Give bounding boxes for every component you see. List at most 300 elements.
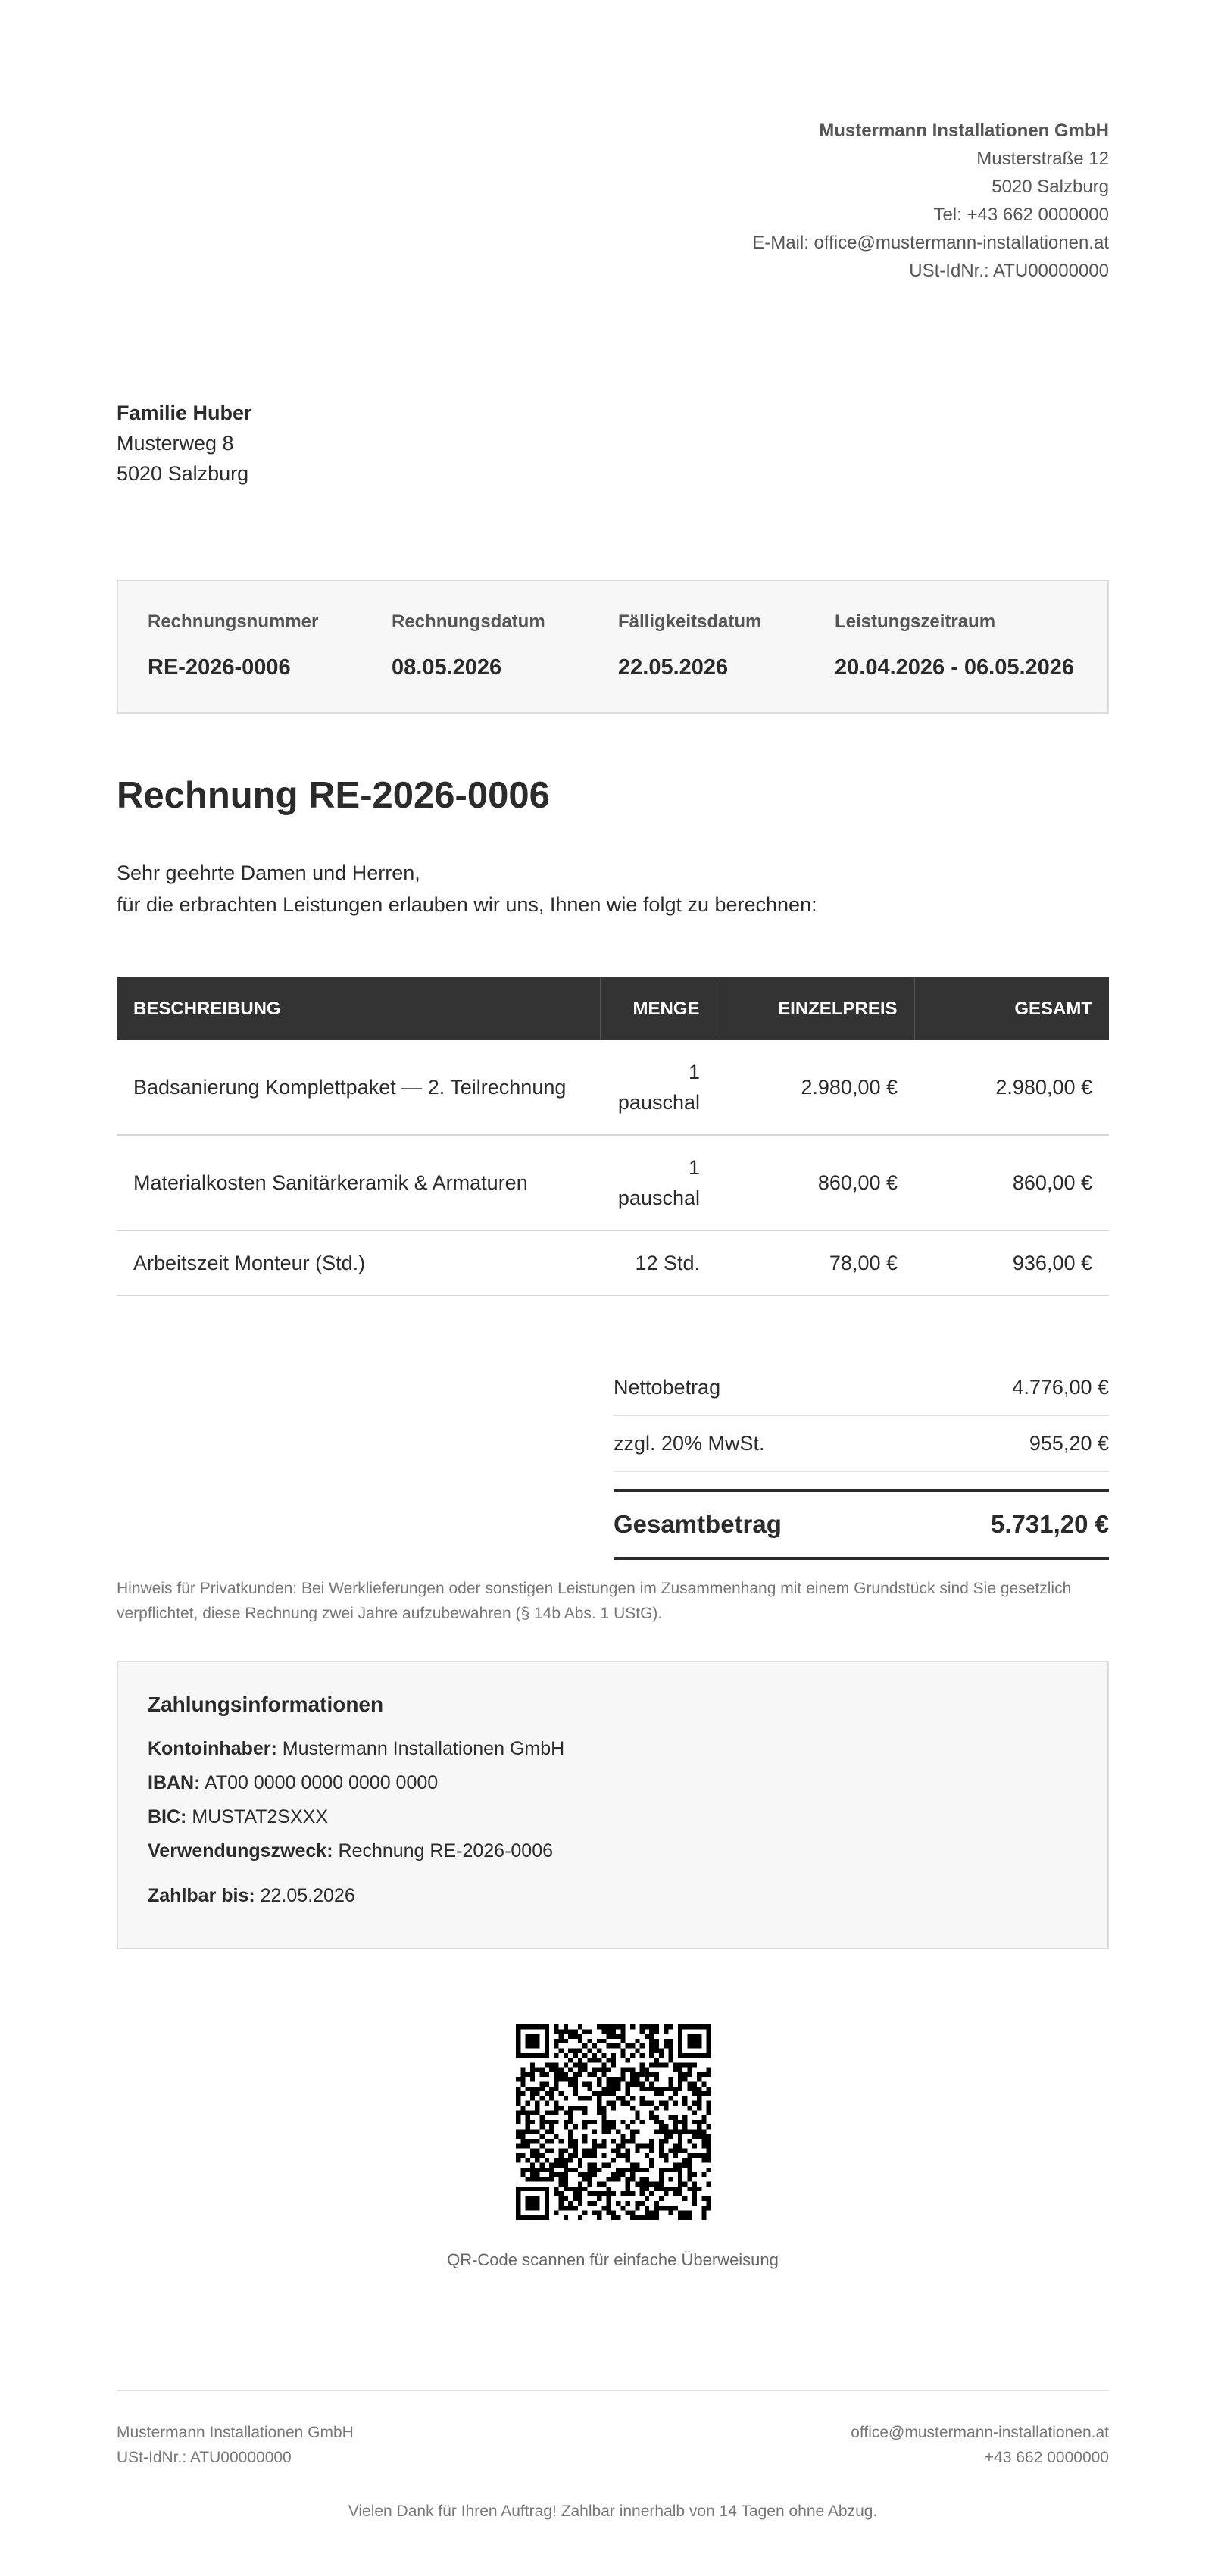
qr-module — [620, 2143, 625, 2148]
qr-module — [692, 2110, 697, 2115]
qr-module — [701, 2143, 706, 2148]
qr-module — [701, 2082, 706, 2087]
meta-due-date — [618, 611, 761, 680]
sender-vat: USt-IdNr.: ATU00000000 — [909, 261, 1109, 281]
qr-module — [597, 2068, 601, 2072]
qr-module — [545, 2053, 549, 2058]
qr-module — [611, 2029, 616, 2034]
qr-module — [630, 2168, 635, 2172]
vat-label: zzgl. 20% MwSt. — [614, 1432, 765, 1455]
qr-module — [587, 2201, 592, 2206]
qr-module — [664, 2024, 668, 2029]
qr-module — [592, 2149, 597, 2153]
qr-module — [587, 2048, 592, 2052]
qr-module — [559, 2182, 564, 2187]
qr-module — [592, 2201, 597, 2206]
qr-module — [559, 2048, 564, 2052]
qr-module — [597, 2210, 601, 2215]
vat-value: 955,20 € — [1029, 1432, 1109, 1455]
qr-module — [688, 2139, 692, 2143]
qr-module — [668, 2096, 673, 2100]
qr-module — [616, 2149, 620, 2153]
qr-module — [692, 2091, 697, 2096]
qr-module — [520, 2053, 525, 2058]
qr-module — [664, 2129, 668, 2134]
qr-module — [635, 2115, 639, 2120]
qr-module — [692, 2101, 697, 2106]
item-quantity — [600, 1040, 717, 1135]
qr-module — [611, 2210, 616, 2215]
qr-module — [568, 2129, 573, 2134]
qr-module — [573, 2029, 578, 2034]
qr-module — [554, 2106, 558, 2110]
qr-module — [640, 2191, 645, 2196]
qr-module — [620, 2172, 625, 2177]
qr-module — [688, 2187, 692, 2191]
qr-module — [654, 2210, 658, 2215]
qr-module — [549, 2062, 554, 2067]
qr-module — [659, 2091, 664, 2096]
qr-module — [707, 2039, 711, 2043]
qr-module — [526, 2168, 530, 2172]
qr-module — [530, 2024, 535, 2029]
qr-module — [564, 2196, 568, 2201]
qr-module — [645, 2077, 649, 2081]
qr-module — [530, 2139, 535, 2143]
meta-invoice-number — [148, 611, 318, 680]
qr-module — [630, 2043, 635, 2048]
qr-module — [592, 2129, 597, 2134]
qr-module — [673, 2162, 678, 2167]
qr-module — [659, 2124, 664, 2129]
qr-module — [626, 2043, 630, 2048]
qr-module — [607, 2091, 611, 2096]
qr-module — [520, 2110, 525, 2115]
qr-module — [649, 2101, 654, 2106]
qr-module — [707, 2043, 711, 2048]
qr-module — [635, 2048, 639, 2052]
qr-module — [664, 2039, 668, 2043]
qr-module — [601, 2039, 606, 2043]
qr-module — [701, 2134, 706, 2139]
qr-module — [516, 2053, 520, 2058]
qr-module — [635, 2072, 639, 2077]
qr-module — [654, 2120, 658, 2124]
payment-iban-value: AT00 0000 0000 0000 0000 — [205, 1772, 439, 1793]
qr-module — [578, 2034, 582, 2039]
qr-module — [597, 2215, 601, 2220]
qr-module — [692, 2034, 697, 2039]
qr-module — [682, 2124, 687, 2129]
qr-module — [587, 2039, 592, 2043]
qr-module — [630, 2053, 635, 2058]
qr-module — [549, 2168, 554, 2172]
qr-module — [549, 2120, 554, 2124]
qr-module — [526, 2215, 530, 2220]
qr-module — [539, 2087, 544, 2091]
qr-module — [654, 2062, 658, 2067]
qr-module — [649, 2115, 654, 2120]
qr-module — [673, 2129, 678, 2134]
qr-module — [654, 2215, 658, 2220]
qr-module — [601, 2206, 606, 2210]
qr-module — [578, 2158, 582, 2162]
qr-module — [626, 2201, 630, 2206]
qr-module — [701, 2206, 706, 2210]
qr-module — [673, 2153, 678, 2158]
qr-module — [554, 2072, 558, 2077]
qr-module — [582, 2153, 587, 2158]
qr-module — [516, 2143, 520, 2148]
qr-module — [664, 2087, 668, 2091]
qr-module — [535, 2139, 539, 2143]
qr-module — [568, 2201, 573, 2206]
qr-module — [516, 2101, 520, 2106]
qr-module — [707, 2110, 711, 2115]
qr-module — [516, 2077, 520, 2081]
qr-module — [688, 2034, 692, 2039]
qr-module — [597, 2191, 601, 2196]
qr-module — [516, 2048, 520, 2052]
qr-module — [530, 2034, 535, 2039]
qr-module — [626, 2101, 630, 2106]
qr-module — [682, 2077, 687, 2081]
qr-module — [545, 2120, 549, 2124]
qr-module — [535, 2158, 539, 2162]
qr-module — [578, 2096, 582, 2100]
qr-module — [626, 2182, 630, 2187]
qr-module — [587, 2072, 592, 2077]
qr-module — [568, 2139, 573, 2143]
qr-module — [654, 2024, 658, 2029]
qr-module — [649, 2149, 654, 2153]
qr-module — [654, 2087, 658, 2091]
qr-module — [549, 2087, 554, 2091]
qr-module — [654, 2077, 658, 2081]
qr-module — [707, 2072, 711, 2077]
qr-module — [668, 2134, 673, 2139]
qr-module — [707, 2168, 711, 2172]
qr-module — [601, 2191, 606, 2196]
qr-module — [568, 2158, 573, 2162]
qr-module — [607, 2129, 611, 2134]
item-quantity: 12 Std. — [600, 1230, 717, 1296]
qr-module — [559, 2177, 564, 2181]
qr-module — [545, 2101, 549, 2106]
qr-module — [682, 2210, 687, 2215]
qr-module — [545, 2034, 549, 2039]
qr-module — [635, 2206, 639, 2210]
payment-purpose — [148, 1834, 1078, 1868]
qr-module — [630, 2139, 635, 2143]
qr-module — [635, 2143, 639, 2148]
qr-module — [549, 2139, 554, 2143]
qr-module — [664, 2168, 668, 2172]
qr-module — [597, 2143, 601, 2148]
qr-module — [520, 2072, 525, 2077]
qr-module — [649, 2039, 654, 2043]
qr-module — [530, 2215, 535, 2220]
qr-module — [654, 2106, 658, 2110]
qr-module — [578, 2106, 582, 2110]
qr-module — [620, 2034, 625, 2039]
qr-module — [554, 2024, 558, 2029]
qr-module — [707, 2134, 711, 2139]
table-row — [117, 1230, 1109, 1296]
qr-module — [659, 2182, 664, 2187]
qr-module — [516, 2191, 520, 2196]
qr-module — [616, 2201, 620, 2206]
qr-module — [688, 2162, 692, 2167]
qr-module — [626, 2158, 630, 2162]
qr-module — [645, 2143, 649, 2148]
qr-module — [554, 2162, 558, 2167]
qr-module — [611, 2043, 616, 2048]
qr-module — [645, 2034, 649, 2039]
qr-module — [654, 2206, 658, 2210]
qr-module — [688, 2087, 692, 2091]
qr-module — [526, 2110, 530, 2115]
qr-module — [516, 2215, 520, 2220]
qr-module — [520, 2077, 525, 2081]
item-quantity — [600, 1135, 717, 1230]
qr-module — [587, 2082, 592, 2087]
qr-module — [587, 2153, 592, 2158]
qr-module — [616, 2034, 620, 2039]
qr-module — [649, 2072, 654, 2077]
qr-module — [678, 2210, 682, 2215]
qr-module — [664, 2187, 668, 2191]
qr-module — [516, 2196, 520, 2201]
qr-module — [559, 2149, 564, 2153]
item-quantity-amount: 1 — [688, 1156, 700, 1179]
qr-module — [526, 2158, 530, 2162]
payment-iban — [148, 1766, 1078, 1800]
qr-module — [549, 2172, 554, 2177]
qr-module — [545, 2149, 549, 2153]
qr-module — [673, 2168, 678, 2172]
qr-module — [607, 2206, 611, 2210]
qr-module — [535, 2177, 539, 2181]
qr-module — [659, 2149, 664, 2153]
qr-module — [678, 2168, 682, 2172]
qr-module — [535, 2091, 539, 2096]
qr-module — [635, 2201, 639, 2206]
qr-module — [587, 2149, 592, 2153]
qr-module — [601, 2053, 606, 2058]
qr-module — [516, 2024, 520, 2029]
qr-module — [688, 2062, 692, 2067]
line-items-table — [117, 977, 1109, 1296]
qr-module — [645, 2215, 649, 2220]
qr-module — [545, 2210, 549, 2215]
qr-module — [707, 2048, 711, 2052]
qr-module — [597, 2106, 601, 2110]
sender-email: E-Mail: office@mustermann-installationen.at — [752, 233, 1109, 253]
qr-module — [554, 2120, 558, 2124]
recipient-city: 5020 Salzburg — [117, 462, 249, 485]
qr-module — [611, 2053, 616, 2058]
qr-module — [597, 2082, 601, 2087]
qr-module — [582, 2082, 587, 2087]
private-customer-hint: Hinweis für Privatkunden: Bei Werklieferungen oder sonstigen Leistungen im Zusammenhang mit einem Grundstück sind Sie gesetzlich verpflichtet, diese Rechnung zwei Jahre aufzubewahren (§ 14b Abs. 1 UStG). — [117, 1580, 1072, 1622]
qr-module — [559, 2034, 564, 2039]
qr-module — [678, 2062, 682, 2067]
qr-module — [607, 2058, 611, 2062]
qr-module — [573, 2149, 578, 2153]
qr-module — [611, 2034, 616, 2039]
qr-module — [539, 2124, 544, 2129]
qr-module — [707, 2101, 711, 2106]
footer-company: Mustermann Installationen GmbH — [117, 2424, 354, 2441]
qr-module — [701, 2072, 706, 2077]
qr-module — [664, 2029, 668, 2034]
qr-module — [559, 2077, 564, 2081]
qr-module — [597, 2077, 601, 2081]
qr-module — [697, 2153, 701, 2158]
qr-module — [682, 2120, 687, 2124]
qr-module — [697, 2053, 701, 2058]
qr-module — [516, 2201, 520, 2206]
qr-module — [601, 2124, 606, 2129]
qr-module — [578, 2039, 582, 2043]
qr-module — [611, 2062, 616, 2067]
payment-bic-label: BIC: — [148, 1806, 187, 1827]
qr-module — [539, 2072, 544, 2077]
qr-module — [559, 2158, 564, 2162]
qr-module — [568, 2048, 573, 2052]
net-row — [614, 1360, 1109, 1416]
qr-module — [707, 2029, 711, 2034]
qr-module — [607, 2024, 611, 2029]
qr-module — [601, 2129, 606, 2134]
qr-module — [520, 2153, 525, 2158]
qr-module — [692, 2082, 697, 2087]
qr-module — [564, 2062, 568, 2067]
qr-module — [611, 2158, 616, 2162]
qr-module — [601, 2162, 606, 2167]
sender-company: Mustermann Installationen GmbH — [819, 120, 1109, 141]
qr-module — [697, 2134, 701, 2139]
qr-module — [635, 2215, 639, 2220]
item-description: Materialkosten Sanitärkeramik & Armaturen — [117, 1135, 600, 1230]
qr-module — [692, 2053, 697, 2058]
qr-module — [611, 2082, 616, 2087]
qr-module — [692, 2172, 697, 2177]
qr-module — [640, 2053, 645, 2058]
qr-module — [554, 2068, 558, 2072]
qr-module — [678, 2048, 682, 2052]
qr-module — [530, 2053, 535, 2058]
payment-due-value: 22.05.2026 — [260, 1885, 355, 1906]
qr-module — [668, 2053, 673, 2058]
qr-module — [620, 2206, 625, 2210]
qr-module — [626, 2153, 630, 2158]
qr-module — [688, 2082, 692, 2087]
qr-module — [587, 2096, 592, 2100]
qr-module — [620, 2101, 625, 2106]
qr-module — [678, 2087, 682, 2091]
qr-module — [564, 2120, 568, 2124]
qr-module — [530, 2187, 535, 2191]
qr-module — [630, 2120, 635, 2124]
qr-module — [587, 2058, 592, 2062]
qr-module — [545, 2191, 549, 2196]
qr-module — [539, 2068, 544, 2072]
qr-module — [520, 2024, 525, 2029]
qr-module — [673, 2091, 678, 2096]
qr-module — [701, 2120, 706, 2124]
qr-module — [664, 2106, 668, 2110]
qr-module — [673, 2187, 678, 2191]
qr-module — [587, 2172, 592, 2177]
qr-module — [692, 2129, 697, 2134]
qr-module — [597, 2096, 601, 2100]
qr-module — [668, 2115, 673, 2120]
qr-module — [545, 2072, 549, 2077]
qr-module — [626, 2087, 630, 2091]
qr-module — [668, 2129, 673, 2134]
qr-module — [707, 2068, 711, 2072]
qr-module — [526, 2115, 530, 2120]
qr-module — [688, 2168, 692, 2172]
qr-module — [526, 2120, 530, 2124]
qr-module — [630, 2129, 635, 2134]
qr-module — [645, 2210, 649, 2215]
qr-module — [568, 2134, 573, 2139]
qr-module — [530, 2168, 535, 2172]
qr-module — [707, 2139, 711, 2143]
qr-module — [668, 2048, 673, 2052]
qr-module — [635, 2039, 639, 2043]
qr-module — [620, 2072, 625, 2077]
qr-module — [654, 2072, 658, 2077]
qr-module — [573, 2187, 578, 2191]
qr-module — [673, 2120, 678, 2124]
qr-module — [545, 2082, 549, 2087]
gross-value: 5.731,20 € — [991, 1510, 1109, 1538]
qr-module — [545, 2091, 549, 2096]
qr-module — [530, 2068, 535, 2072]
qr-module — [697, 2096, 701, 2100]
qr-module — [573, 2191, 578, 2196]
qr-module — [607, 2101, 611, 2106]
qr-module — [673, 2101, 678, 2106]
qr-module — [664, 2191, 668, 2196]
qr-module — [649, 2029, 654, 2034]
qr-module — [668, 2168, 673, 2172]
qr-module — [673, 2062, 678, 2067]
qr-module — [539, 2115, 544, 2120]
qr-module — [707, 2024, 711, 2029]
payment-due-label: Zahlbar bis: — [148, 1885, 255, 1906]
qr-module — [664, 2134, 668, 2139]
qr-module — [678, 2053, 682, 2058]
qr-module — [564, 2029, 568, 2034]
qr-module — [659, 2062, 664, 2067]
qr-module — [526, 2053, 530, 2058]
qr-module — [620, 2153, 625, 2158]
qr-module — [678, 2134, 682, 2139]
net-label: Nettobetrag — [614, 1376, 721, 1399]
qr-module — [530, 2039, 535, 2043]
qr-module — [530, 2110, 535, 2115]
qr-module — [664, 2153, 668, 2158]
qr-module — [611, 2172, 616, 2177]
qr-module — [554, 2187, 558, 2191]
qr-module — [539, 2168, 544, 2172]
qr-module — [530, 2206, 535, 2210]
